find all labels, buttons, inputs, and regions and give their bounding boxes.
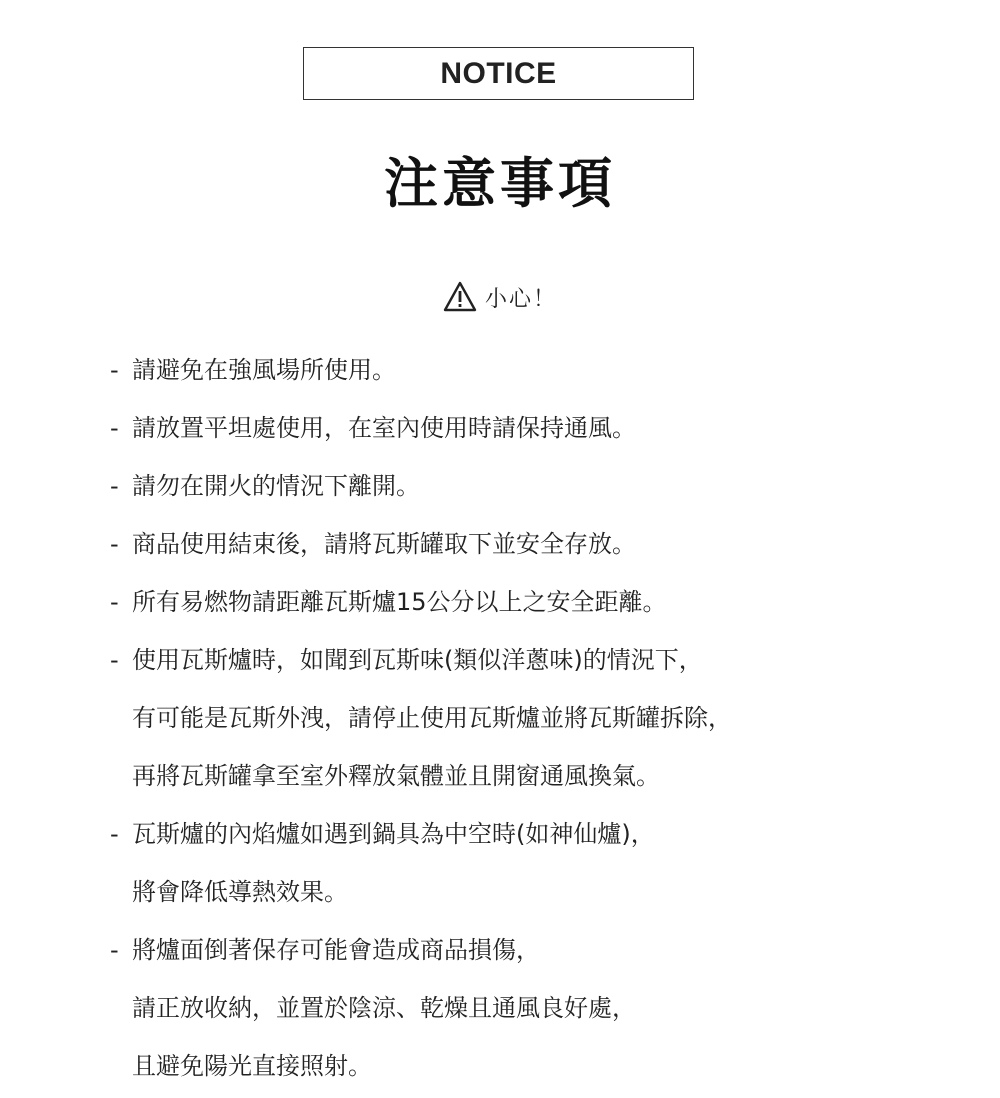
note-text: 將會降低導熱效果。 [132,878,348,906]
note-continuation-line [110,689,970,747]
bullet-dash: - [110,820,119,848]
note-text: 請勿在開火的情況下離開。 [132,472,420,500]
note-text: 請避免在強風場所使用。 [132,356,396,384]
note-text: 再將瓦斯罐拿至室外釋放氣體並且開窗通風換氣。 [132,762,660,790]
note-line [110,399,970,457]
notes-list [110,341,970,1095]
note-text: 瓦斯爐的內焰爐如遇到鍋具為中空時(如神仙爐)， [132,820,655,848]
note-continuation-line [110,747,970,805]
note-line [110,631,970,689]
bullet-dash: - [110,588,119,616]
note-text: 使用瓦斯爐時，如聞到瓦斯味(類似洋蔥味)的情況下， [132,646,703,674]
note-text: 請放置平坦處使用，在室內使用時請保持通風。 [132,414,636,442]
notice-label: NOTICE [440,56,557,90]
note-continuation-line [110,1037,970,1095]
note-text: 所有易燃物請距離瓦斯爐15公分以上之安全距離。 [132,588,667,616]
note-line [110,515,970,573]
warning-triangle-icon [443,280,477,314]
note-text: 請正放收納，並置於陰涼、乾燥且通風良好處， [132,994,636,1022]
note-text: 有可能是瓦斯外洩，請停止使用瓦斯爐並將瓦斯罐拆除， [132,704,732,732]
bullet-dash: - [110,414,119,442]
note-text: 且避免陽光直接照射。 [132,1052,372,1080]
note-text: 商品使用結束後，請將瓦斯罐取下並安全存放。 [132,530,636,558]
note-continuation-line [110,979,970,1037]
note-line [110,457,970,515]
note-line [110,921,970,979]
note-continuation-line [110,863,970,921]
note-line [110,341,970,399]
note-line [110,573,970,631]
note-line [110,805,970,863]
bullet-dash: - [110,936,119,964]
bullet-dash: - [110,530,119,558]
bullet-dash: - [110,646,119,674]
bullet-dash: - [110,356,119,384]
caution-label: 小心！ [484,286,557,312]
caution-heading [0,280,1000,314]
notice-box [303,47,694,100]
bullet-dash: - [110,472,119,500]
note-text: 將爐面倒著保存可能會造成商品損傷， [132,936,540,964]
page-title: 注意事項 [384,152,616,215]
